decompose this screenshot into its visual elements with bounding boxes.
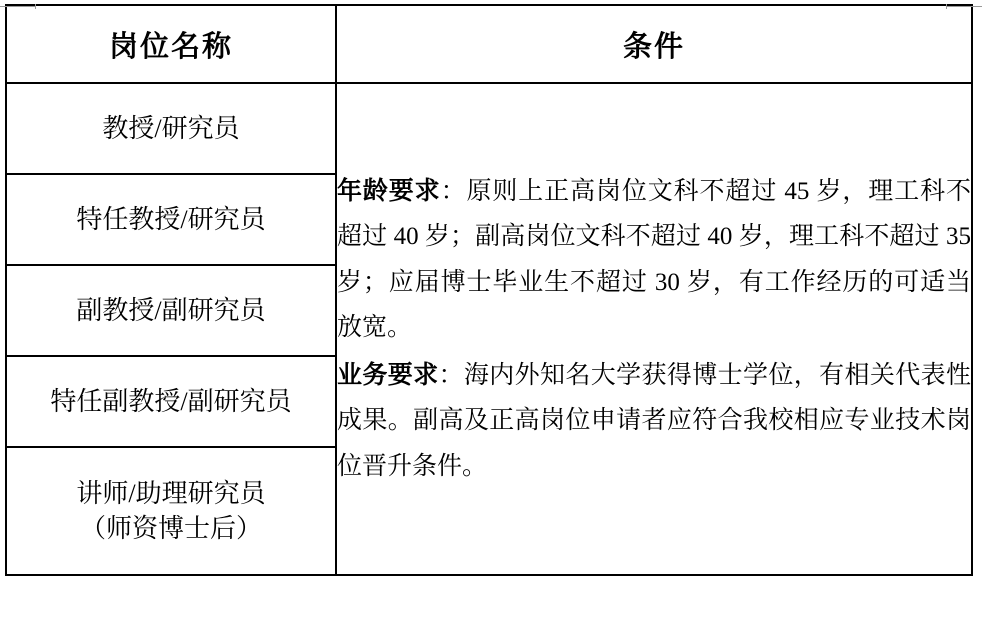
table-row	[6, 83, 972, 174]
condition-text-professional: ：海内外知名大学获得博士学位，有相关代表性成果。副高及正高岗位申请者应符合我校相应专业技术岗位晋升条件。	[337, 361, 971, 480]
crop-mark-top-left-horizontal	[0, 6, 36, 7]
crop-mark-top-left-vertical	[35, 4, 36, 9]
crop-mark-top-right-vertical	[946, 4, 947, 9]
condition-cell	[336, 83, 972, 575]
post-name-cell-3: 特任副教授/副研究员	[6, 356, 336, 447]
condition-paragraph-professional	[337, 353, 971, 490]
post-name-cell-4-line2: （师资博士后）	[79, 514, 262, 543]
condition-label-age: 年龄要求	[337, 177, 441, 205]
crop-mark-top-right-horizontal	[946, 6, 982, 7]
condition-text-age: ：原则上正高岗位文科不超过 45 岁，理工科不超过 40 岁；副高岗位文科不超过 40 岁，理工科不超过 35 岁；应届博士毕业生不超过 30 岁，有工作经历的可适当放宽。	[337, 177, 971, 342]
post-name-cell-2: 副教授/副研究员	[6, 265, 336, 356]
post-name-cell-4-line1: 讲师/助理研究员	[76, 478, 266, 508]
condition-paragraph-age	[337, 169, 971, 351]
post-name-cell-4	[6, 447, 336, 575]
column-header-condition: 条件	[336, 5, 972, 83]
table-header-row	[6, 5, 972, 83]
column-header-post: 岗位名称	[6, 5, 336, 83]
job-requirements-table	[5, 4, 973, 576]
document-page	[0, 4, 982, 632]
post-name-cell-1: 特任教授/研究员	[6, 174, 336, 265]
post-name-cell-0: 教授/研究员	[6, 83, 336, 174]
condition-label-professional: 业务要求	[337, 361, 439, 389]
